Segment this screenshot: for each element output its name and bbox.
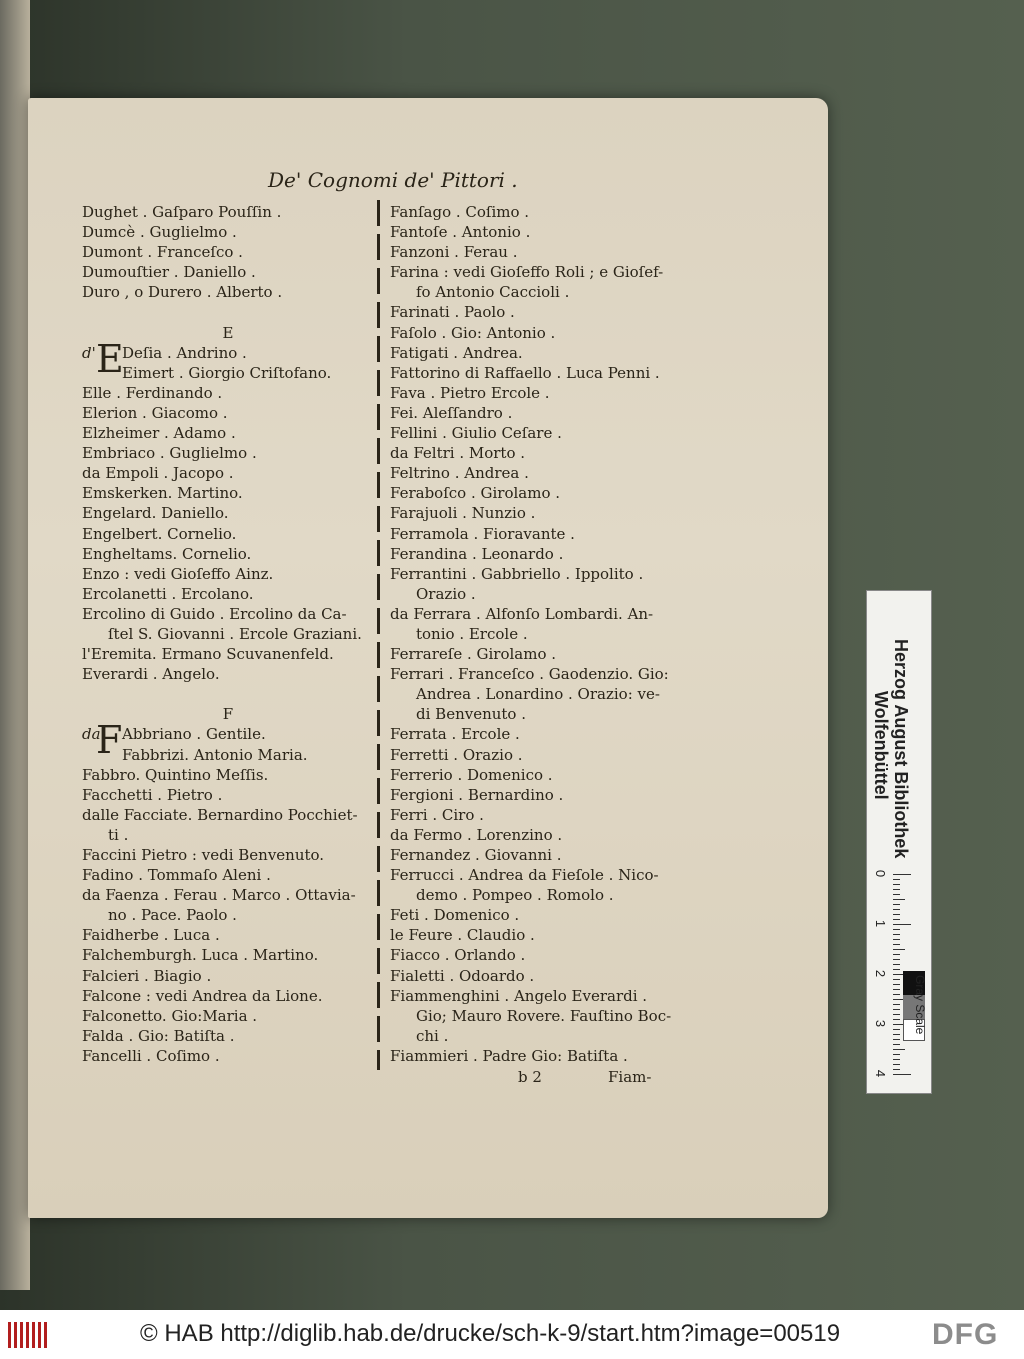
index-entry: dalle Facciate. Bernardino Pocchiet- — [82, 805, 358, 824]
ruler-tick — [893, 889, 900, 890]
index-entry: Fadino . Tommaſo Aleni . — [82, 866, 271, 885]
ruler-tick — [893, 964, 900, 965]
index-entry: Feraboſco . Girolamo . — [390, 484, 561, 503]
column-divider — [377, 200, 380, 1070]
index-entry: Duro , o Durero . Alberto . — [82, 283, 283, 302]
ruler-tick — [893, 1029, 900, 1030]
index-entry: Dumont . Franceſco . — [82, 243, 243, 262]
ruler-tick — [893, 939, 900, 940]
index-entry: Farina : vedi Gioſeffo Roli ; e Gioſef- — [390, 263, 664, 282]
index-entry: Fialetti . Odoardo . — [390, 966, 535, 985]
ruler-tick — [893, 904, 900, 905]
facing-page-edge — [0, 0, 30, 1290]
scale-ruler — [866, 590, 932, 1094]
index-entry: da Feltri . Morto . — [390, 444, 526, 463]
index-entry: Ferri . Ciro . — [390, 805, 484, 824]
index-entry: Ercolino di Guido . Ercolino da Ca- — [82, 604, 347, 623]
index-entry: Dughet . Gaſparo Pouſſin . — [82, 203, 282, 221]
index-entry: Emskerken. Martino. — [82, 484, 243, 503]
index-entry: Ferrari . Franceſco . Gaodenzio. Gio: — [390, 665, 669, 684]
index-entry: Falconetto. Gio:Maria . — [82, 1006, 258, 1025]
index-entry: Embriaco . Guglielmo . — [82, 444, 257, 463]
ruler-number: 1 — [873, 919, 889, 928]
signature-mark: b 2 — [518, 1068, 542, 1086]
index-entry: Gio; Mauro Rovere. Fauſtino Boc- — [416, 1006, 672, 1025]
index-entry: da Faenza . Ferau . Marco . Ottavia- — [82, 886, 356, 905]
index-entry: Fatigati . Andrea. — [390, 343, 523, 362]
section-letter: E — [222, 323, 234, 342]
index-entry: Fernandez . Giovanni . — [390, 846, 562, 864]
index-entry: Engelbert. Cornelio. — [82, 524, 237, 543]
index-entry: Falda . Gio: Batiſta . — [82, 1026, 235, 1045]
ruler-tick — [893, 1009, 900, 1010]
ruler-tick — [893, 884, 900, 885]
index-entry: Falcone : vedi Andrea da Lione. — [82, 986, 323, 1005]
index-entry: Ferrata . Ercole . — [390, 725, 520, 744]
dropcap-line-2: Fabbrizi. Antonio Maria. — [122, 745, 308, 764]
ruler-title-line1: Herzog August Bibliothek — [891, 639, 911, 859]
copyright-link[interactable]: © HAB http://diglib.hab.de/drucke/sch-k-9/start.htm?image=00519 — [140, 1320, 841, 1347]
index-entry: Faccini Pietro : vedi Benvenuto. — [82, 846, 325, 864]
index-entry: Farajuoli . Nunzio . — [390, 504, 536, 523]
ruler-tick — [893, 1074, 911, 1075]
ruler-tick — [893, 914, 900, 915]
ruler-tick — [893, 954, 900, 955]
ruler-tick — [893, 1034, 900, 1035]
hab-logo-icon — [8, 1322, 48, 1348]
ruler-tick — [893, 1039, 900, 1040]
dropcap-entry — [82, 718, 374, 764]
dfg-logo: DFG — [932, 1318, 999, 1351]
index-entry: tonio . Ercole . — [416, 624, 528, 643]
ruler-tick — [893, 989, 900, 990]
index-entry: Fellini . Giulio Ceſare . — [390, 424, 562, 443]
ruler-number: 0 — [873, 869, 889, 878]
index-entry: Ferrerio . Domenico . — [390, 765, 553, 784]
ruler-tick — [893, 909, 900, 910]
ruler-tick — [893, 1054, 900, 1055]
index-entry: Enzo : vedi Gioſeffo Ainz. — [82, 564, 274, 583]
ruler-tick — [893, 944, 900, 945]
index-entry: Andrea . Lonardino . Orazio: ve- — [416, 685, 660, 704]
index-entry: chi . — [416, 1026, 449, 1045]
ruler-tick — [893, 1019, 900, 1020]
ruler-tick — [893, 924, 911, 925]
index-entry: ſtel S. Giovanni . Ercole Graziani. — [108, 624, 362, 643]
ruler-tick — [893, 1059, 900, 1060]
index-entry: Ercolanetti . Ercolano. — [82, 584, 254, 603]
index-entry: Ferretti . Orazio . — [390, 745, 523, 764]
index-entry: da Fermo . Lorenzino . — [390, 825, 563, 844]
dropcap-prefix: da — [82, 725, 101, 744]
index-entry: Elerion . Giacomo . — [82, 403, 228, 422]
ruler-tick — [893, 934, 900, 935]
index-entry: Fiacco . Orlando . — [390, 946, 526, 965]
blank-line — [82, 302, 374, 322]
index-entry: da Ferrara . Alfonſo Lombardi. An- — [390, 604, 654, 623]
index-entry: Engheltams. Cornelio. — [82, 544, 252, 563]
index-entry: Faſolo . Gio: Antonio . — [390, 323, 556, 342]
index-entry: Ferrucci . Andrea da Fieſole . Nico- — [390, 866, 659, 885]
ruler-tick — [893, 899, 905, 900]
ruler-number: 2 — [873, 969, 889, 978]
index-entry: Dumcè . Guglielmo . — [82, 223, 237, 242]
index-entry: di Benvenuto . — [416, 705, 526, 724]
ruler-tick — [893, 874, 911, 875]
dropcap-entry — [82, 336, 374, 383]
index-entry: Faidherbe . Luca . — [82, 926, 220, 945]
ruler-tick — [893, 1069, 900, 1070]
index-entry: Ferrantini . Gabbriello . Ippolito . — [390, 564, 644, 583]
section-letter: F — [222, 705, 234, 724]
ruler-tick — [893, 949, 905, 950]
ruler-tick — [893, 1004, 900, 1005]
ruler-number: 3 — [873, 1019, 889, 1028]
index-entry: Fiammieri . Padre Gio: Batiſta . — [390, 1046, 628, 1065]
right-column — [390, 202, 690, 1066]
index-entry: Fei. Aleſſandro . — [390, 403, 513, 422]
index-entry: Falcieri . Biagio . — [82, 966, 212, 985]
catchword: Fiam- — [608, 1068, 652, 1086]
dropcap-letter: E — [96, 336, 124, 381]
page-header: De' Cognomi de' Pittori . — [268, 168, 518, 192]
ruler-tick — [893, 979, 900, 980]
index-entry: demo . Pompeo . Romolo . — [416, 886, 614, 905]
ruler-tick — [893, 894, 900, 895]
index-entry: fo Antonio Caccioli . — [416, 283, 570, 302]
ruler-tick — [893, 994, 900, 995]
index-entry: Engelard. Daniello. — [82, 504, 229, 523]
index-entry: Fantoſe . Antonio . — [390, 223, 531, 242]
ruler-title-line2: Wolfenbüttel — [871, 691, 891, 800]
index-entry: no . Pace. Paolo . — [108, 906, 237, 925]
ruler-number: 4 — [873, 1069, 889, 1078]
index-entry: Fanzoni . Ferau . — [390, 243, 518, 262]
index-entry: l'Eremita. Ermano Scuvanenfeld. — [82, 645, 334, 664]
index-entry: Fancelli . Coſimo . — [82, 1046, 220, 1065]
index-entry: Facchetti . Pietro . — [82, 785, 223, 804]
index-entry: Falchemburgh. Luca . Martino. — [82, 946, 319, 965]
index-entry: Fava . Pietro Ercole . — [390, 383, 550, 402]
index-entry: Feti . Domenico . — [390, 906, 520, 925]
index-entry: Elle . Ferdinando . — [82, 383, 223, 402]
ruler-tick — [893, 919, 900, 920]
index-entry: ti . — [108, 825, 129, 844]
index-entry: Fattorino di Raffaello . Luca Penni . — [390, 363, 660, 382]
ruler-ticks — [871, 869, 897, 1078]
index-entry: Fergioni . Bernardino . — [390, 785, 564, 804]
ruler-tick — [893, 1064, 900, 1065]
index-entry: Feltrino . Andrea . — [390, 464, 529, 483]
index-entry: Elzheimer . Adamo . — [82, 424, 236, 443]
grayscale-label: Gray Scale — [913, 975, 927, 1035]
ruler-tick — [893, 1014, 900, 1015]
dropcap-line-2: Eimert . Giorgio Criſtofano. — [122, 363, 332, 382]
ruler-tick — [893, 1049, 905, 1050]
index-entry: Everardi . Angelo. — [82, 665, 220, 684]
index-entry: da Empoli . Jacopo . — [82, 464, 234, 483]
ruler-tick — [893, 959, 900, 960]
index-entry: Ferrareſe . Girolamo . — [390, 645, 557, 664]
index-entry: Dumouſtier . Daniello . — [82, 263, 256, 282]
ruler-tick — [893, 879, 900, 880]
index-entry: le Feure . Claudio . — [390, 926, 535, 945]
ruler-tick — [893, 984, 900, 985]
dropcap-prefix: d' — [82, 343, 96, 362]
index-entry: Farinati . Paolo . — [390, 303, 515, 322]
index-entry: Fanſago . Coſimo . — [390, 203, 530, 221]
ruler-tick — [893, 929, 900, 930]
ruler-tick — [893, 1044, 900, 1045]
index-entry: Fabbro. Quintino Meſſis. — [82, 765, 269, 784]
left-column — [82, 202, 374, 1066]
dropcap-letter: F — [96, 718, 123, 763]
dropcap-line-1: Deſia . Andrino . — [122, 343, 247, 362]
blank-line — [82, 684, 374, 704]
index-entry: Orazio . — [416, 584, 476, 603]
dropcap-line-1: Abbriano . Gentile. — [122, 725, 266, 744]
ruler-tick — [893, 969, 900, 970]
footer-bar — [0, 1310, 1024, 1359]
index-entry: Fiammenghini . Angelo Everardi . — [390, 986, 648, 1005]
index-entry: Ferandina . Leonardo . — [390, 544, 564, 563]
index-entry: Ferramola . Fioravante . — [390, 524, 575, 543]
